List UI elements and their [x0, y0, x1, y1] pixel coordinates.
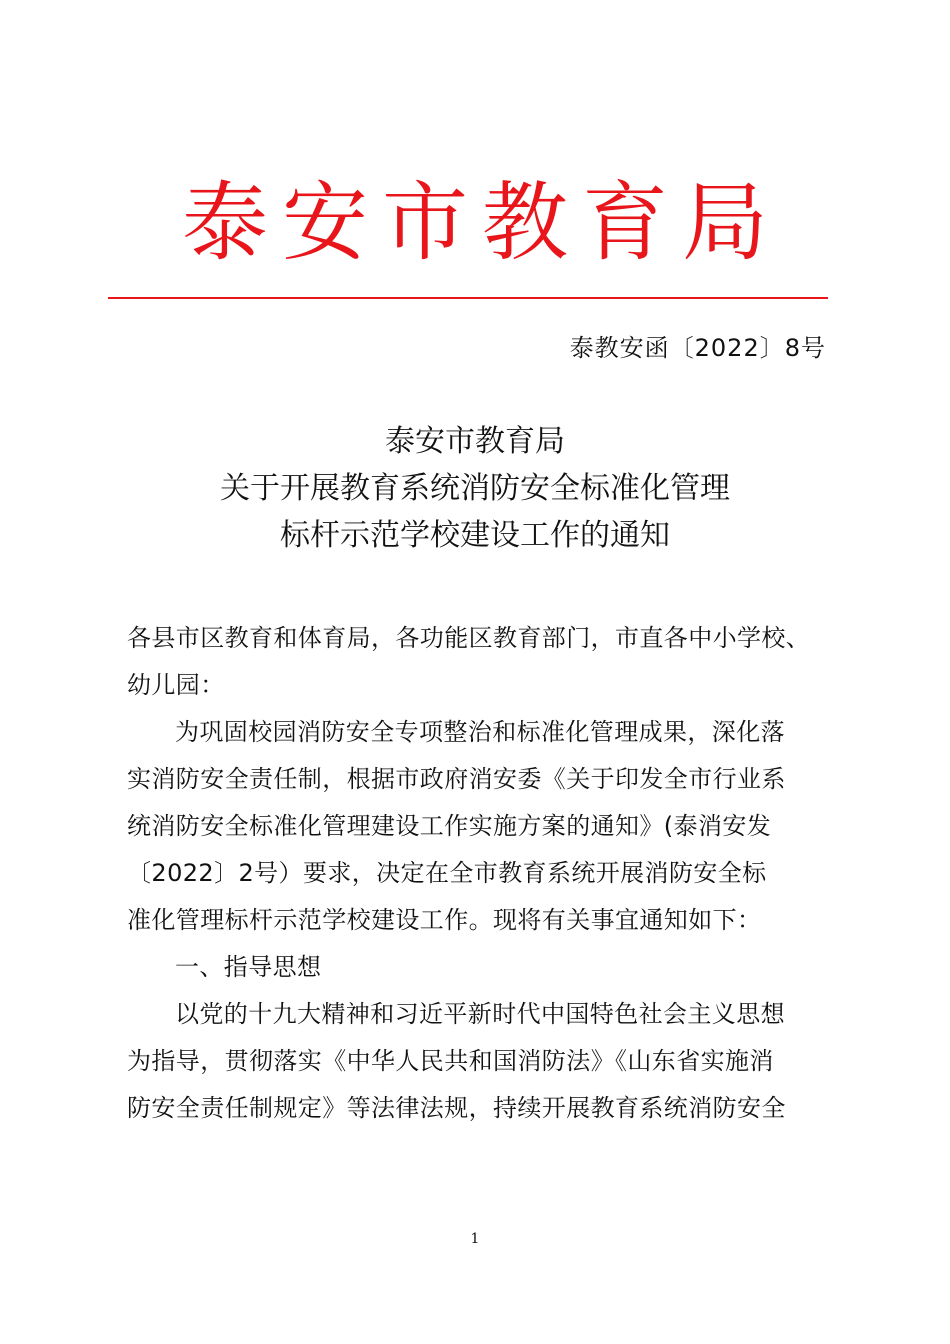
body-line: 幼儿园： [127, 671, 225, 699]
header-red-rule [108, 297, 828, 299]
page-number: 1 [470, 1231, 480, 1247]
body-line: 为巩固校园消防安全专项整治和标准化管理成果，深化落 [175, 718, 785, 746]
document-title [0, 418, 950, 559]
document-number: 泰教安函〔2022〕8号 [569, 334, 826, 362]
document-body [127, 615, 827, 1132]
title-line-3: 标杆示范学校建设工作的通知 [280, 518, 670, 553]
body-line: 准化管理标杆示范学校建设工作。现将有关事宜通知如下： [127, 906, 762, 934]
body-line: 实消防安全责任制，根据市政府消安委《关于印发全市行业系 [127, 765, 786, 793]
body-line: 各县市区教育和体育局，各功能区教育部门，市直各中小学校、 [127, 624, 811, 652]
body-line: 〔2022〕2号）要求，决定在全市教育系统开展消防安全标 [127, 859, 767, 887]
title-line-2: 关于开展教育系统消防安全标准化管理 [220, 471, 730, 506]
body-line: 为指导，贯彻落实《中华人民共和国消防法》《山东省实施消 [127, 1047, 774, 1075]
title-line-1: 泰安市教育局 [385, 424, 565, 459]
section-heading-guiding-ideology: 一、指导思想 [175, 953, 322, 981]
body-line: 以党的十九大精神和习近平新时代中国特色社会主义思想 [175, 1000, 785, 1028]
issuing-authority-header: 泰安市教育局 [182, 173, 782, 273]
body-line: 统消防安全标准化管理建设工作实施方案的通知》(泰消安发 [127, 812, 772, 840]
body-line: 防安全责任制规定》等法律法规，持续开展教育系统消防安全 [127, 1094, 786, 1122]
